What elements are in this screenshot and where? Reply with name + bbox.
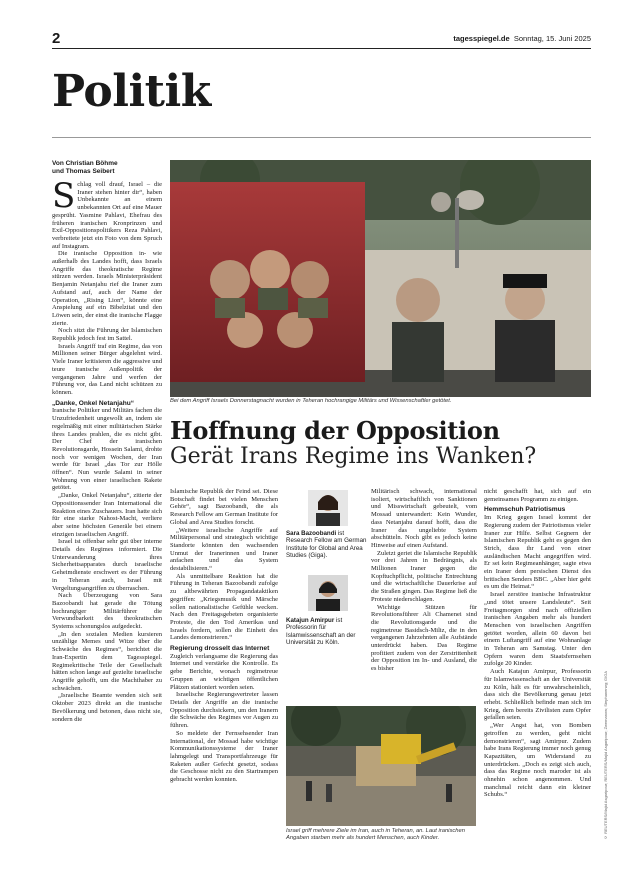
main-photo-image — [170, 160, 591, 397]
issue-date: Sonntag, 15. Juni 2025 — [513, 34, 591, 43]
page-number: 2 — [52, 30, 61, 47]
paragraph: Israels Angriff traf ein Regime, das von Millionen seiner Bürger abgelehnt wird. Viele Iraner kritisieren die aggressive und teure iranische Außenpolitik der vergangenen Jahre und werfen der Führung vor, das Land nicht schützen zu können. — [52, 342, 162, 396]
article-column-1 — [52, 176, 162, 723]
profile-name: Katajun Amirpur — [286, 617, 335, 624]
paragraph: nicht geschafft hat, sich auf ein gemeinsames Programm zu einigen. — [484, 488, 591, 503]
header-rule — [52, 48, 591, 49]
paragraph: Israel zerstöre iranische Infrastruktur „und tötet unsere Landsleute“. Seit Freitagmorgen sind nach offiziellen iranischen Angaben mehr als hundert Menschen von israelischen Angriffen getötet worden, allein 60 davon bei einem Luftangriff auf eine Wohnanlage in Teheran am Samstag. Unter den Opfern waren dem Staatsfernsehen zufolge 20 Kinder. — [484, 591, 591, 668]
byline-author-2: und Thomas Seibert — [52, 168, 115, 175]
paragraph: „Israelische Beamte wenden sich seit Oktober 2023 direkt an die iranische Bevölkerung und betonen, dass nicht sie, sondern die — [52, 692, 162, 723]
profile-bazoobandi — [286, 530, 371, 560]
profile-description: ist Research Fellow am German Institute for Global and Area Studies (Giga). — [286, 530, 367, 560]
main-photo-caption: Bei dem Angriff Israels Donnerstagnacht wurden in Teheran hochrangige Militärs und Wissenschaftler getötet. — [170, 398, 452, 404]
portrait-amirpur — [308, 575, 348, 611]
bottom-photo — [286, 706, 476, 826]
paragraph: Als unmittelbare Reaktion hat die Führung in Teheran Bazoobandi zufolge zu altbewährten Propagandataktiken gegriffen: „Kriegsmusik und Märsche sollen nationalistische Gefühle wecken. Nach den Freitagsgebeten organisierte Proteste, die den Tod Amerikas und Israels fordern, sollen die Einheit des Landes demonstrieren.“ — [170, 572, 278, 642]
portrait-bazoobandi — [308, 490, 348, 526]
article-column-4 — [484, 488, 591, 799]
paragraph: Zugleich verlangsame die Regierung das Internet und verstärke die Kontrolle. Es gebe Berichte, wonach regimetreue Gruppen an wichtigen öffentlichen Plätzen stationiert worden seien. — [170, 652, 278, 691]
paragraph: So meldete der Fernsehsender Iran International, der Mossad habe wichtige Kommunikationssysteme der Iraner lahmgelegt und Transportfahrzeuge für Raketen außer Gefecht gesetzt, sodass die Geschosse nicht zu den Startrampen gebracht werden konnten. — [170, 729, 278, 784]
paragraph: Die iranische Opposition in- wie außerhalb des Landes hofft, dass Israels Angriffe das theokratische Regime stürzen werden. Israels Ministerpräsident Benjamin Netanjahu rief die Iraner zum Aufstand auf, auch der Name der Operation, „Rising Lion“, könnte eine Anspielung auf ein Bibelzitat und den Löwen sein, der einst die iranische Flagge zierte. — [52, 250, 162, 327]
profile-amirpur — [286, 617, 371, 647]
paragraph: Zuletzt geriet die Islamische Republik vor drei Jahren in Bedrängnis, als Millionen Iraner gegen die Kopftuchpflicht, politische Entrechtung und die wirtschaftliche Dauerkrise auf die Straßen gingen. Das Regime ließ die Proteste niederschlagen. — [371, 549, 477, 603]
article-column-3 — [371, 488, 477, 673]
paragraph: Israelische Regierungsvertreter lassen Details der Angriffe an die iranische Opposition durchsickern, um den Iranern die Schwäche des Regimes vor Augen zu führen. — [170, 691, 278, 730]
paragraph: Im Krieg gegen Israel kommt der Regierung zudem der Patriotismus vieler Iraner zur Hilfe. Selbst Gegnern der Islamischen Republik geht es gegen den Strich, dass ihr Land von einer ausländischen Macht angegriffen wird. Er sei kein Regimeanhänger, sagte etwa ein Iraner dem persischen Dienst des britischen Senders BBC. „Aber hier geht es um die Heimat.“ — [484, 514, 591, 591]
photo-credit: © REUTERS/Majid Asgaripour; REUTERS/Majid Asgaripour; Zwemanow; Stephanerwg; GIGA — [603, 670, 608, 840]
paragraph: Nach Überzeugung von Sara Bazoobandi hat gerade die Tötung hochrangiger Militärführer die Verwundbarkeit des theokratischen Systems schonungslos aufgedeckt. — [52, 592, 162, 631]
paragraph: Iranische Politiker und Militärs fachen die Unzufriedenheit ungewollt an, indem sie regelmäßig mit einer militärischen Stärke ihres Landes prahlen, die es nicht gibt. Der Chef der iranischen Revolutionsgarde, Hossein Salami, drohte noch vor wenigen Wochen, der Iran werde für Israel „das Tor zur Hölle öffnen“. Nun wurde Salami in seiner Wohnung von einer israelischen Rakete getötet. — [52, 407, 162, 492]
paragraph: „Weitere israelische Angriffe auf Militärpersonal und strategisch wichtige Standorte könnten den wachsenden Unmut der Iranerinnen und Iraner anfachen und das System destabilisieren.“ — [170, 526, 278, 573]
masthead — [453, 34, 591, 43]
profile-description: ist Professorin für Islamwissenschaft an der Universität zu Köln. — [286, 617, 356, 647]
bottom-photo-caption: Israel griff mehrere Ziele im Iran, auch in Teheran, an. Laut iranischen Angaben starben mehr als hundert Menschen, auch Kinder. — [286, 828, 465, 841]
section-title: Politik — [52, 66, 211, 117]
site-name: tagesspiegel.de — [453, 34, 510, 43]
paragraph: Militärisch schwach, international isoliert, wirtschaftlich von Sanktionen und Misswirtschaft gebeutelt, vom Mossad unterwandert: Kein Wunder, dass Netanjahu darauf hofft, dass die Iraner das ungeliebte System abschütteln. Noch gibt es jedoch keine Hinweise auf einen Aufstand. — [371, 488, 477, 549]
paragraph: Israel ist offenbar sehr gut über interne Details des Regimes informiert. Die Unterwanderung ihres Sicherheitsapparates durch israelische Geheimdienste erschwert es der Führung in Teheran auch, Israel mit Vergeltungsangriffen zu überraschen. — [52, 538, 162, 592]
lead-paragraph: Schlag voll drauf, Israel – die Iraner stehen hinter dir“, haben Unbekannte an einem unbekannten Ort auf eine Mauer gesprüht. Yasmine Pahlavi, Ehefrau des früheren iranischen Kronprinzen und Exil-Oppositionspolitikers Reza Pahlavi, verbreitete jetzt ein Foto von dem Spruch auf Instagram. — [52, 176, 162, 250]
subheading: „Danke, Onkel Netanjahu“ — [52, 399, 135, 407]
paragraph: „Danke, Onkel Netanjahu“, zitierte der Oppositionssender Iran International die Reaktion eines Zuschauers. Iran hatte sich für eine starke Nahost-Macht, verliere aber seine höchsten Generäle bei einem einzigen israelischen Angriff. — [52, 492, 162, 538]
paragraph: Auch Katajun Amirpur, Professorin für Islamwissenschaft an der Universität zu Köln, hält es für unwahrscheinlich, dass sich die Bevölkerung genau jetzt erhebt. Schließlich befinde man sich im Krieg, dem bereits Zivilisten zum Opfer gefallen seien. — [484, 668, 591, 722]
byline-author-1: Von Christian Böhme — [52, 160, 118, 167]
profile-name: Sara Bazoobandi — [286, 530, 337, 537]
subheading: Hemmschuh Patriotismus — [484, 506, 566, 514]
paragraph: „Wer Angst hat, von Bomben getroffen zu werden, geht nicht demonstrieren“, sagt Amirpur. Zudem habe Irans Regierung immer noch genug Kapazitäten, um Widerstand zu unterdrücken. „Doch es zeigt sich auch, dass das Regime noch maroder ist als ohnehin schon angenommen. Und manchmal reicht dann ein kleiner Schubs.“ — [484, 722, 591, 799]
headline-main: Hoffnung der Opposition — [170, 416, 500, 445]
drop-cap: S — [52, 176, 76, 216]
article-headline — [170, 418, 591, 470]
bottom-photo-image — [286, 706, 476, 826]
paragraph: Wichtige Stützen für Revolutionsführer Ali Chamenei sind die Revolutionsgarde und die regimetreue Basidsch-Miliz, die in den vergangenen Jahrzehnten alle Aufstände unterdrückt haben. Das Regime profitiert zudem von der Zerstrittenheit der Opposition im In- und Ausland, die es bisher — [371, 603, 477, 673]
article-column-2 — [170, 488, 278, 784]
main-photo — [170, 160, 591, 397]
byline — [52, 160, 162, 176]
subheading: Regierung drosselt das Internet — [170, 645, 270, 653]
section-rule — [52, 137, 591, 138]
paragraph: Noch sitzt die Führung der Islamischen Republik jedoch fest im Sattel. — [52, 327, 162, 343]
paragraph: „In den sozialen Medien kursieren unzählige Memes und Witze über die Schwäche des Regimes“, berichtet die Iran-Expertin dem Tagesspiegel. Regimekritische Teile der Gesellschaft hätten schon lange auf gezielte israelische Angriffe gehofft, um die Machthaber zu schwächen. — [52, 630, 162, 692]
headline-sub: Gerät Irans Regime ins Wanken? — [170, 444, 537, 469]
paragraph: Islamische Republik der Feind sei. Diese Botschaft findet bei vielen Menschen Gehör“, sagt Bazoobandi, die als Research Fellow am German Institute for Global and Area Studies forscht. — [170, 488, 278, 526]
